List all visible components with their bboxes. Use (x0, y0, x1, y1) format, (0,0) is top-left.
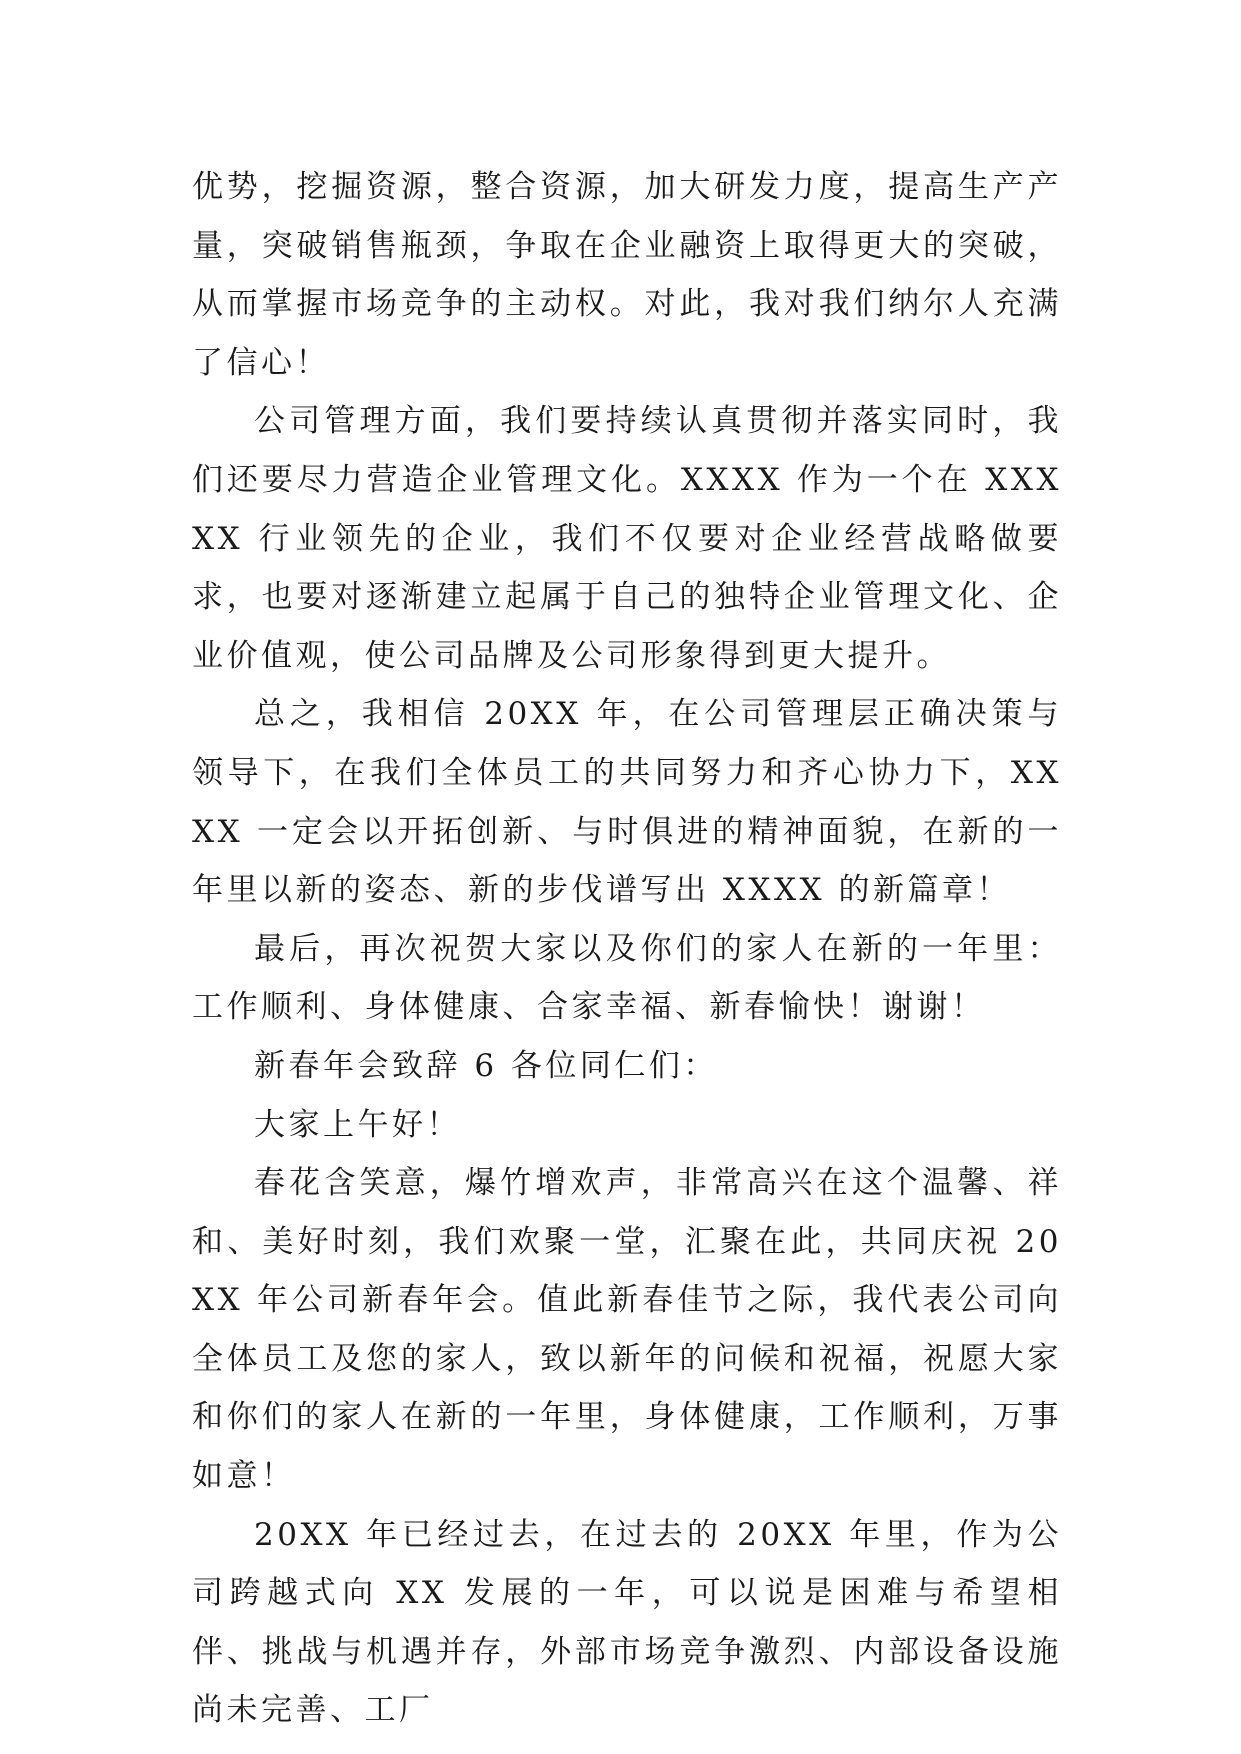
paragraph-celebration: 春花含笑意，爆竹增欢声，非常高兴在这个温馨、祥和、美好时刻，我们欢聚一堂，汇聚在此，共同庆祝 20XX 年公司新春年会。值此新春佳节之际，我代表公司向全体员工及您的家人，致以新年的问候和祝福，祝愿大家和你们的家人在新的一年里，身体健康，工作顺利，万事如意！ (192, 1165, 1062, 1495)
paragraph-continuation: 优势，挖掘资源，整合资源，加大研发力度，提高生产产量，突破销售瓶颈，争取在企业融资上取得更大的突破，从而掌握市场竞争的主动权。对此，我对我们纳尔人充满了信心！ (192, 169, 1062, 381)
paragraph-management: 公司管理方面，我们要持续认真贯彻并落实同时，我们还要尽力营造企业管理文化。XXXX 作为一个在 XXXXX 行业领先的企业，我们不仅要对企业经营战略做要求，也要对逐渐建立起属于自己的独特企业管理文化、企业价值观，使公司品牌及公司形象得到更大提升。 (192, 403, 1062, 674)
paragraph-greeting: 大家上午好！ (254, 1106, 461, 1143)
paragraph-year-review: 20XX 年已经过去，在过去的 20XX 年里，作为公司跨越式向 XX 发展的一年，可以说是困难与希望相伴、挑战与机遇并存，外部市场竞争激烈、内部设备设施尚未完善、工厂 (192, 1516, 1062, 1729)
paragraph-closing-wishes: 最后，再次祝贺大家以及你们的家人在新的一年里：工作顺利、身体健康、合家幸福、新春愉快！谢谢！ (192, 930, 1062, 1026)
paragraph-speech-heading: 新春年会致辞 6 各位同仁们： (254, 1047, 718, 1084)
body-text (192, 158, 1062, 1740)
paragraph-conclusion: 总之，我相信 20XX 年，在公司管理层正确决策与领导下，在我们全体员工的共同努力和齐心协力下，XXXX 一定会以开拓创新、与时俱进的精神面貌，在新的一年里以新的姿态、新的步伐谱写出 XXXX 的新篇章！ (192, 696, 1062, 909)
